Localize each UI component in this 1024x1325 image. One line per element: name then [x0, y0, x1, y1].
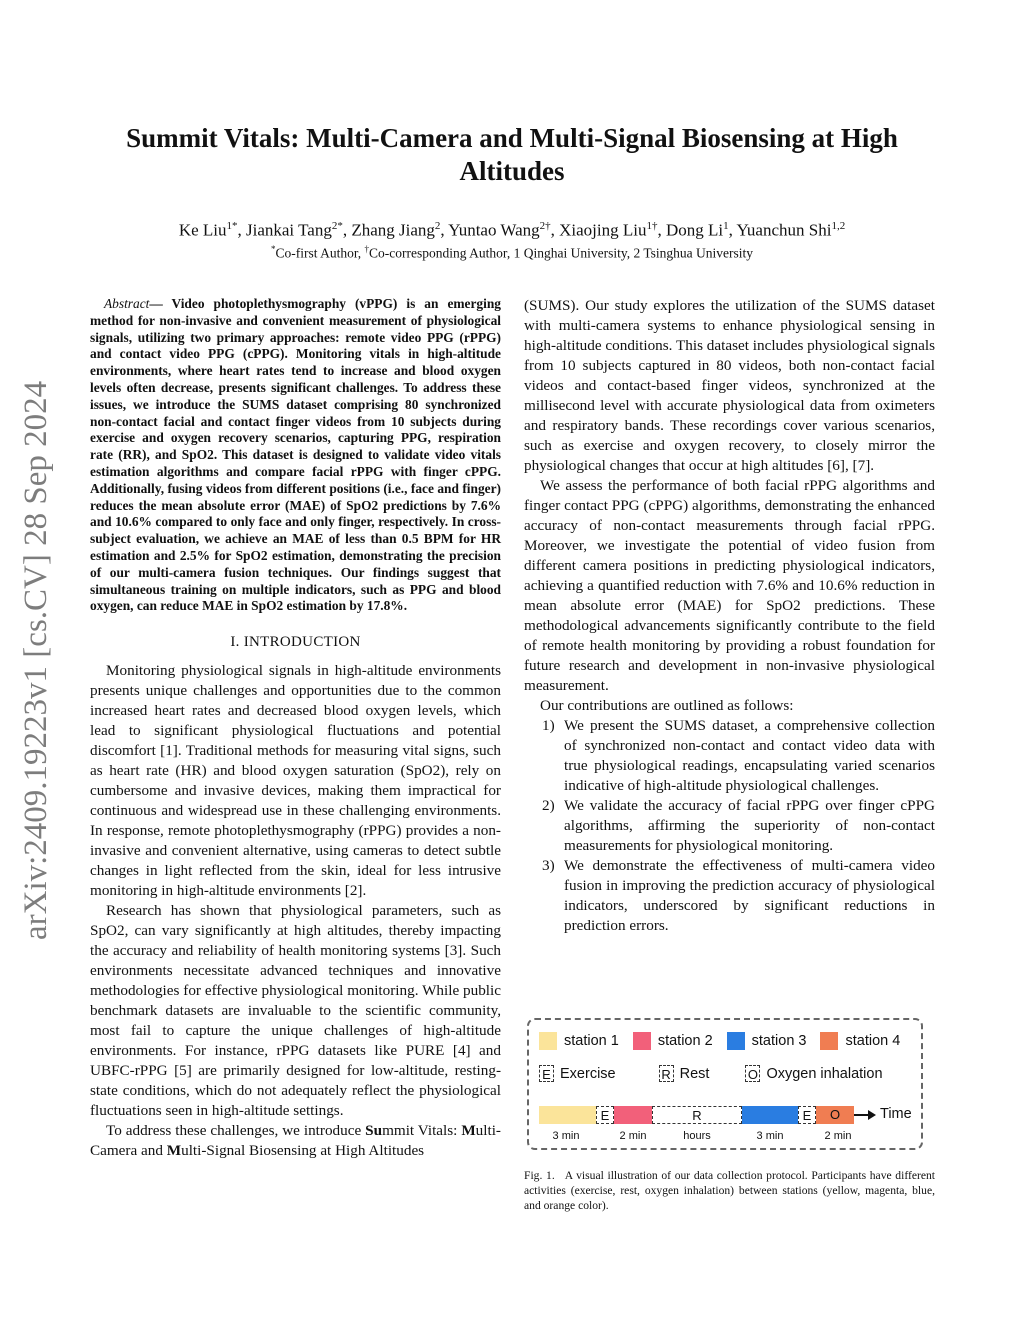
- list-item: [524, 856, 935, 936]
- abstract: [90, 296, 501, 615]
- section-heading-introduction: I. INTRODUCTION: [230, 634, 361, 651]
- author-name: Xiaojing Liu: [559, 220, 647, 240]
- author-name: Jiankai Tang: [246, 220, 332, 240]
- list-text: We validate the accuracy of facial rPPG over finger cPPG algorithms, affirming the superiority of non-contact measurements for physiological monitoring.: [564, 797, 935, 854]
- star-mark: *: [270, 244, 276, 254]
- exercise-segment: E: [798, 1106, 816, 1124]
- author-superscript: 1,2: [831, 220, 846, 232]
- duration-label: 2 min: [619, 1130, 647, 1142]
- station-1-label: station 1: [564, 1033, 619, 1049]
- author-name: Zhang Jiang: [351, 220, 435, 240]
- left-column: [90, 296, 501, 1161]
- station-3-label: station 3: [751, 1033, 807, 1049]
- affiliation-line: [90, 240, 934, 263]
- intro-p3-text: To address these challenges, we introduce: [106, 1122, 366, 1140]
- author-superscript: 2*: [331, 220, 343, 232]
- list-number: 3): [542, 857, 555, 874]
- station-3-swatch: [727, 1032, 745, 1050]
- duration-label: 2 min: [824, 1130, 852, 1142]
- duration-label: 3 min: [552, 1130, 580, 1142]
- author-name: Yuanchun Shi: [736, 220, 832, 240]
- exercise-segment: E: [596, 1106, 614, 1124]
- rest-key: R: [659, 1065, 674, 1082]
- station-4-swatch: [820, 1032, 838, 1050]
- right-column: [524, 296, 935, 936]
- paper-title: Summit Vitals: Multi-Camera and Multi-Signal Biosensing at High Altitudes: [126, 123, 898, 186]
- exercise-label: Exercise: [560, 1065, 616, 1082]
- author-name: Ke Liu: [178, 220, 227, 240]
- station-1-swatch: [539, 1032, 557, 1050]
- time-axis-label: Time: [880, 1106, 912, 1122]
- oxygen-key: O: [745, 1065, 760, 1082]
- station-2-label: station 2: [657, 1033, 713, 1049]
- activity-legend: [539, 1065, 883, 1082]
- abstract-heading: Abstract: [104, 296, 150, 311]
- station-3-segment: [742, 1106, 798, 1124]
- intro-paragraph-2: Research has shown that physiological parameters, such as SpO2, can vary significantly at high altitudes, thereby impacting the accuracy and reliability of health monitoring systems [3]. Such environments necessitate advanced techniques and innovative methodologies for effective physiological monitoring. While public benchmark datasets are invaluable to the scientific community, most fail to capture the unique challenges of high-altitude environments. For instance, rPPG datasets like PURE [4] and UBFC-rPPG [5] are primarily designed for low-altitude, resting-state conditions, which do not adequately reflect the physiological fluctuations seen in high-altitude settings.: [90, 902, 501, 1120]
- protocol-figure: [527, 1018, 923, 1150]
- station-2-segment: [614, 1106, 652, 1124]
- station-legend: [539, 1032, 900, 1050]
- list-text: We present the SUMS dataset, a comprehensive collection of synchronized non-contact and contact video data with true physiological readings, encapsulating varied scenarios indicative of high-altitude physiological challenges.: [564, 717, 935, 794]
- author-name: Yuntao Wang: [448, 220, 540, 240]
- author-superscript: 1: [723, 220, 729, 232]
- author-superscript: 1*: [226, 220, 238, 232]
- intro-p3-bold: M: [166, 1142, 182, 1160]
- contributions-lead: Our contributions are outlined as follows:: [540, 697, 794, 714]
- intro-p3-text: ulti-Camera and: [90, 1122, 501, 1160]
- author-list: Ke Liu$^{1*}$, Jiankai Tang$^{2*}$, Zhang Jiang$^2$, Yuntao Wang$^{2\dagger}$, Xiaojing Liu$^{1\dagger}$, Dong Li$^1$, Yuanchun Shi$^{1,2}$: [178, 220, 846, 240]
- station-1-segment: [539, 1106, 596, 1124]
- exercise-key: E: [539, 1065, 554, 1082]
- oxygen-segment: O: [816, 1106, 854, 1124]
- list-item: [524, 796, 935, 856]
- author-superscript: 2†: [539, 220, 551, 232]
- duration-label: hours: [683, 1130, 711, 1142]
- figure-number: Fig. 1.: [524, 1169, 555, 1182]
- protocol-timeline: [539, 1106, 919, 1124]
- time-arrow-icon: [854, 1106, 878, 1124]
- duration-label: 3 min: [756, 1130, 784, 1142]
- list-number: 1): [542, 717, 555, 734]
- intro-paragraph-continued: (SUMS). Our study explores the utilization of the SUMS dataset with multi-camera systems to enhance physiological sensing in high-altitude conditions. This dataset includes physiological signals from 10 subjects captured in 80 videos, both non-contact facial videos and contact-based finger videos, synchronized at the millisecond level with accurate physiological data from oximeters and respiratory bands. These recordings cover various scenarios, such as exercise and oxygen recovery, to closely mirror the physiological changes that occur at high altitudes [6], [7].: [524, 297, 935, 474]
- station-4-label: station 4: [845, 1033, 901, 1049]
- author-superscript: 2: [434, 220, 441, 232]
- abstract-text: — Video photoplethysmography (vPPG) is an emerging method for non-invasive and convenient measurement of physiological signals, utilizing two primary approaches: remote video PPG (rPPG) and contact video PPG (cPPG). Monitoring vitals in high-altitude environments, where heart rates tend to increase and blood oxygen levels often decrease, presents significant challenges. To address these issues, we introduce the SUMS dataset comprising 80 synchronized non-contact facial and contact finger videos from 10 subjects during exercise and oxygen recovery scenarios, capturing PPG, respiration rate (RR), and SpO2. This dataset is designed to validate video vitals estimation algorithms and compare facial rPPG with finger cPPG. Additionally, fusing videos from different positions (i.e., face and finger) reduces the mean absolute error (MAE) of SpO2 predictions by 7.6% and 10.6% compared to only face and only finger, respectively. In cross-subject evaluation, we achieve an MAE of less than 0.5 BPM for HR estimation and 2.5% for SpO2 estimation, demonstrating the precision of our multi-camera fusion techniques. Our findings suggest that simultaneous training on multiple indicators, such as PPG and blood oxygen, can reduce MAE in SpO2 estimation by 17.8%.: [90, 296, 501, 614]
- intro-paragraph-3: [90, 1121, 501, 1161]
- arxiv-identifier: arXiv:2409.19223v1 [cs.CV] 28 Sep 2024: [18, 380, 54, 940]
- intro-p3-bold: M: [461, 1122, 476, 1140]
- station-2-swatch: [633, 1032, 651, 1050]
- intro-p3-bold: Su: [365, 1122, 383, 1140]
- author-superscript: 1†: [646, 220, 658, 232]
- rest-segment: R: [652, 1106, 742, 1124]
- intro-p3-text: mmit Vitals:: [382, 1122, 462, 1140]
- caption-text: A visual illustration of our data collection protocol. Participants have different activities (exercise, rest, oxygen inhalation) between stations (yellow, magenta, blue, and orange color).: [524, 1169, 936, 1212]
- co-first-note: Co-first Author,: [275, 245, 365, 261]
- co-corresponding-note: Co-corresponding Author, 1 Qinghai University, 2 Tsinghua University: [369, 245, 754, 261]
- contributions-list: [524, 716, 935, 936]
- list-text: We demonstrate the effectiveness of multi-camera video fusion in improving the prediction accuracy of physiological indicators, underscored by significant reductions in prediction errors.: [564, 857, 935, 934]
- list-number: 2): [542, 797, 555, 814]
- list-item: [524, 716, 935, 796]
- intro-paragraph-assessment: We assess the performance of both facial rPPG algorithms and finger contact PPG (cPPG) algorithms, demonstrating the enhanced accuracy of non-contact measurements through facial rPPG. Moreover, we investigate the potential of video fusion from different camera positions in predicting physiological indicators, achieving a quantified reduction with 7.6% and 10.6% reduction in mean absolute error (MAE) for SpO2 predictions. These methodological advancements significantly contribute to the field of remote health monitoring by providing a robust foundation for future research and development in non-invasive physiological measurement.: [524, 477, 935, 694]
- author-name: Dong Li: [666, 220, 724, 240]
- rest-label: Rest: [679, 1065, 710, 1082]
- intro-p3-text: ulti-Signal Biosensing at High Altitudes: [181, 1142, 425, 1160]
- figure-caption: [524, 1168, 935, 1213]
- intro-paragraph-1: Monitoring physiological signals in high-altitude environments presents unique challenges and opportunities due to the common increased heart rates and decreased blood oxygen levels, which lead to significant physiological fluctuations and potential discomfort [1]. Traditional methods for measuring vital signs, such as heart rate (HR) and blood oxygen saturation (SpO2), rely on cumbersome and invasive devices, making them impractical for continuous and widespread use in these challenging environments. In response, remote photoplethysmography (rPPG) provides a non-invasive and convenient alternative, using cameras to detect subtle changes in light reflected from the skin, ideal for less intrusive monitoring in high-altitude environments [2].: [90, 662, 501, 900]
- dagger-mark: †: [364, 244, 370, 254]
- oxygen-label: Oxygen inhalation: [766, 1065, 883, 1082]
